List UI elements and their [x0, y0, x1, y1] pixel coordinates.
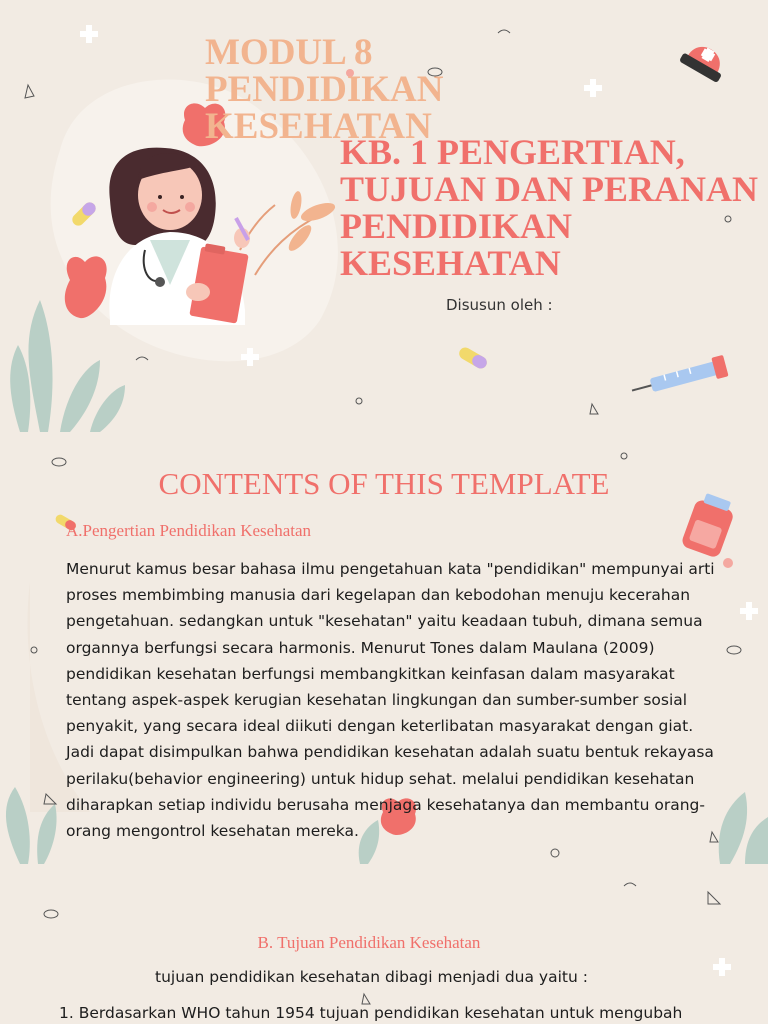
medical-cross-icon: [740, 602, 758, 620]
module-title: MODUL 8 PENDIDIKAN KESEHATAN: [205, 32, 444, 147]
cover-slide: [0, 0, 768, 432]
kb-title: KB. 1 PENGERTIAN, TUJUAN DAN PERANAN PENDIDIKAN KESEHATAN: [340, 132, 758, 283]
author-label: Disusun oleh :: [446, 296, 553, 314]
section-a-heading: A.Pengertian Pendidikan Kesehatan: [66, 521, 312, 540]
ambulance-light-icon: [679, 38, 730, 83]
leaf-plant-icon: [10, 300, 125, 432]
contents-title: CONTENTS OF THIS TEMPLATE: [158, 466, 610, 501]
section-b-heading: B. Tujuan Pendidikan Kesehatan: [257, 933, 481, 952]
list-item: 1. Berdasarkan WHO tahun 1954 tujuan pendidikan kesehatan untuk mengubah: [59, 1004, 683, 1022]
syringe-icon: [629, 355, 728, 401]
section-a-body: Menurut kamus besar bahasa ilmu pengetahuan kata "pendidikan" mempunyai arti proses membimbing manusia dari kegelapan dan kebodohan menuju kecerahan pengetahuan. sedangkan untuk "kesehatan" yaitu keadaan tubuh, dimana semua organnya berfungsi secara harmonis. Menurut Tones dalam Maulana (2009) pendidikan kesehatan berfungsi membangkitkan keinfasan dalam masyarakat tentang aspek-aspek kerugian kesehatan lingkungan dan sumber-sumber sosial penyakit, yang secara ideal diikuti dengan keterlibatan masyarakat dengan giat. Jadi dapat disimpulkan bahwa pendidikan kesehatan adalah suatu bentuk rekayasa perilaku(behavior engineering) untuk hidup sehat. melalui pendidikan kesehatan diharapkan setiap individu berusaha menjaga kesehatanya dan membantu orang-orang mengontrol kesehatan mereka.: [66, 560, 715, 841]
section-b-intro: tujuan pendidikan kesehatan dibagi menjadi dua yaitu :: [155, 968, 588, 986]
medical-cross-icon: [713, 958, 731, 976]
